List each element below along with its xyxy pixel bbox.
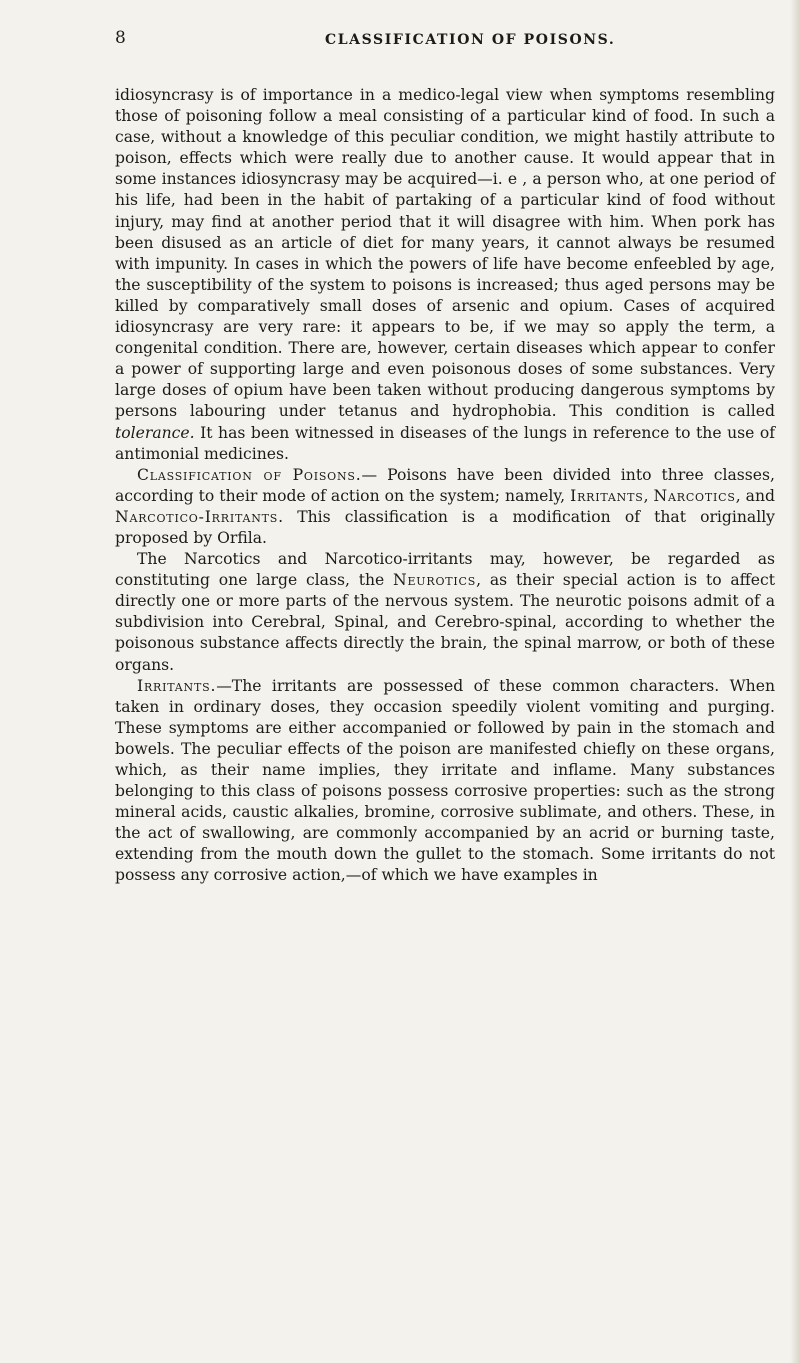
paragraph-classification: [115, 465, 775, 549]
page-header: [115, 28, 760, 56]
paragraph-idiosyncrasy: [115, 85, 775, 465]
paragraph-text: . This classification is a modification of that originally proposed by Orfila.: [115, 507, 775, 547]
conjunction: , and: [735, 486, 775, 505]
term-narcotico-irritants: Narcotico-Irritants: [115, 507, 279, 526]
paragraph-irritants: [115, 676, 775, 887]
running-title: CLASSIFICATION OF POISONS.: [325, 32, 616, 48]
section-heading-classification: Classification of Poisons.: [137, 465, 362, 484]
page-edge-shadow: [790, 0, 800, 1363]
paragraph-text: idiosyncrasy is of importance in a medico-legal view when symptoms resembling those of poisoning follow a meal consisting of a particular kind of food. In such a case, without a knowledge of this peculiar condition, we might hastily attribute to poison, effects which were really due to another cause. It would appear that in some instances idiosyncrasy may be acquired—i. e , a person who, at one period of his life, had been in the habit of partaking of a particular kind of food without injury, may find at another period that it will disagree with him. When pork has been disused as an article of diet for many years, it cannot always be resumed with impunity. In cases in which the powers of life have become enfeebled by age, the susceptibility of the system to poisons is increased; thus aged persons may be killed by comparatively small doses of arsenic and opium. Cases of acquired idiosyncrasy are very rare: it appears to be, if we may so apply the term, a congenital condition. There are, however, certain diseases which appear to confer a power of supporting large and even poisonous doses of some substances. Very large doses of opium have been taken without producing dangerous symptoms by persons labouring under tetanus and hydrophobia. This condition is called: [115, 86, 775, 421]
paragraph-neurotics: [115, 549, 775, 676]
paragraph-text: , as their special action is to affect directly one or more parts of the nervous system. The neurotic poisons admit of a subdivision into Cerebral, Spinal, and Cerebro-spinal, according to whether the poisonous substance affects directly the brain, the spinal marrow, or both of these organs.: [115, 571, 775, 674]
body-text: [115, 85, 775, 887]
paragraph-text: The Narcotics and Narcotico-irritants may, however, be regarded as constituting one large class, the: [115, 550, 775, 590]
punctuation: ,: [643, 486, 654, 505]
term-narcotics: Narcotics: [653, 486, 736, 505]
term-irritants: Irritants: [570, 486, 644, 505]
paragraph-text: —The irritants are possessed of these common characters. When taken in ordinary doses, they occasion speedily violent vomiting and purging. These symptoms are either accompanied or followed by pain in the stomach and bowels. The peculiar effects of the poison are manifested chiefly on these organs, which, as their name implies, they irritate and inflame. Many substances belonging to this class of poisons possess corrosive properties: such as the strong mineral acids, caustic alkalies, bromine, corrosive sublimate, and others. These, in the act of swallowing, are commonly accompanied by an acrid or burning taste, extending from the mouth down the gullet to the stomach. Some irritants do not possess any corrosive action,—of which we have examples in: [115, 676, 775, 885]
section-heading-irritants: Irritants.: [137, 676, 217, 695]
term-neurotics: Neurotics: [393, 571, 477, 590]
italic-term-tolerance: tolerance.: [115, 423, 195, 442]
paragraph-text: — Poisons have been divided into three classes, according to their mode of action on the system; namely,: [115, 465, 775, 505]
paragraph-text: It has been witnessed in diseases of the lungs in reference to the use of antimonial medicines.: [115, 423, 775, 463]
page-number: 8: [115, 28, 127, 48]
